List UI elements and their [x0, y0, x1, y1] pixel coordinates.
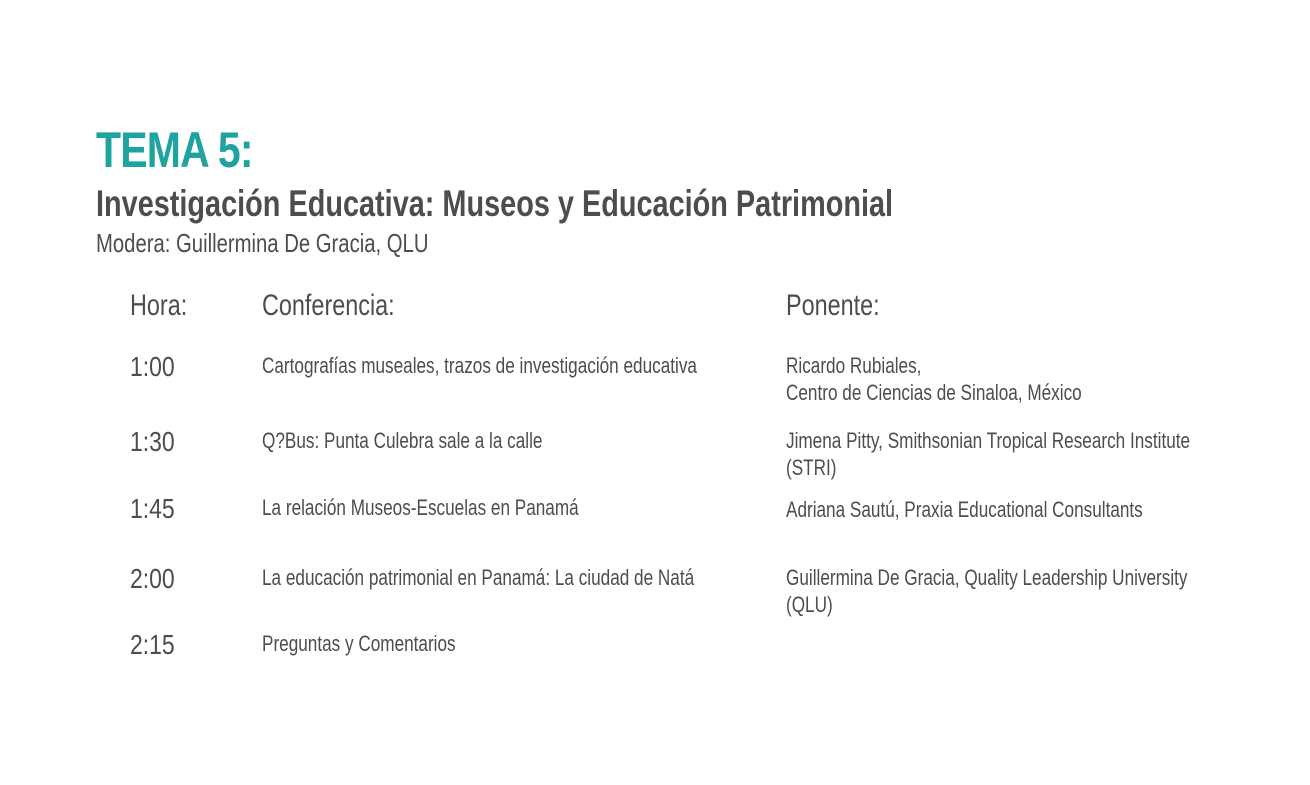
- moderator-line: Modera: Guillermina De Gracia, QLU: [96, 228, 429, 258]
- row-speaker-line1: Adriana Sautú, Praxia Educational Consultants: [786, 497, 1143, 522]
- row-time: 1:45: [130, 493, 175, 524]
- row-time: 2:15: [130, 629, 175, 660]
- row-speaker-line1: Jimena Pitty, Smithsonian Tropical Research Institute: [786, 428, 1191, 453]
- row-conference: La relación Museos-Escuelas en Panamá: [262, 495, 579, 520]
- row-speaker-line1: Guillermina De Gracia, Quality Leadership University: [786, 565, 1188, 590]
- row-conference: Q?Bus: Punta Culebra sale a la calle: [262, 428, 543, 453]
- row-conference: La educación patrimonial en Panamá: La ciudad de Natá: [262, 565, 695, 590]
- session-title: Investigación Educativa: Museos y Educación Patrimonial: [96, 183, 894, 224]
- row-speaker-line2: (STRI): [786, 455, 837, 480]
- column-header-conference: Conferencia:: [262, 289, 395, 322]
- column-header-speaker: Ponente:: [786, 289, 880, 322]
- row-conference: Preguntas y Comentarios: [262, 631, 456, 656]
- session-number: TEMA 5:: [96, 122, 253, 178]
- row-speaker-line1: Ricardo Rubiales,: [786, 353, 922, 378]
- row-time: 2:00: [130, 563, 175, 594]
- row-speaker-line2: Centro de Ciencias de Sinaloa, México: [786, 380, 1082, 405]
- row-time: 1:30: [130, 426, 175, 457]
- row-time: 1:00: [130, 351, 175, 382]
- column-header-time: Hora:: [130, 289, 188, 322]
- row-speaker-line2: (QLU): [786, 592, 833, 617]
- row-conference: Cartografías museales, trazos de investigación educativa: [262, 353, 697, 378]
